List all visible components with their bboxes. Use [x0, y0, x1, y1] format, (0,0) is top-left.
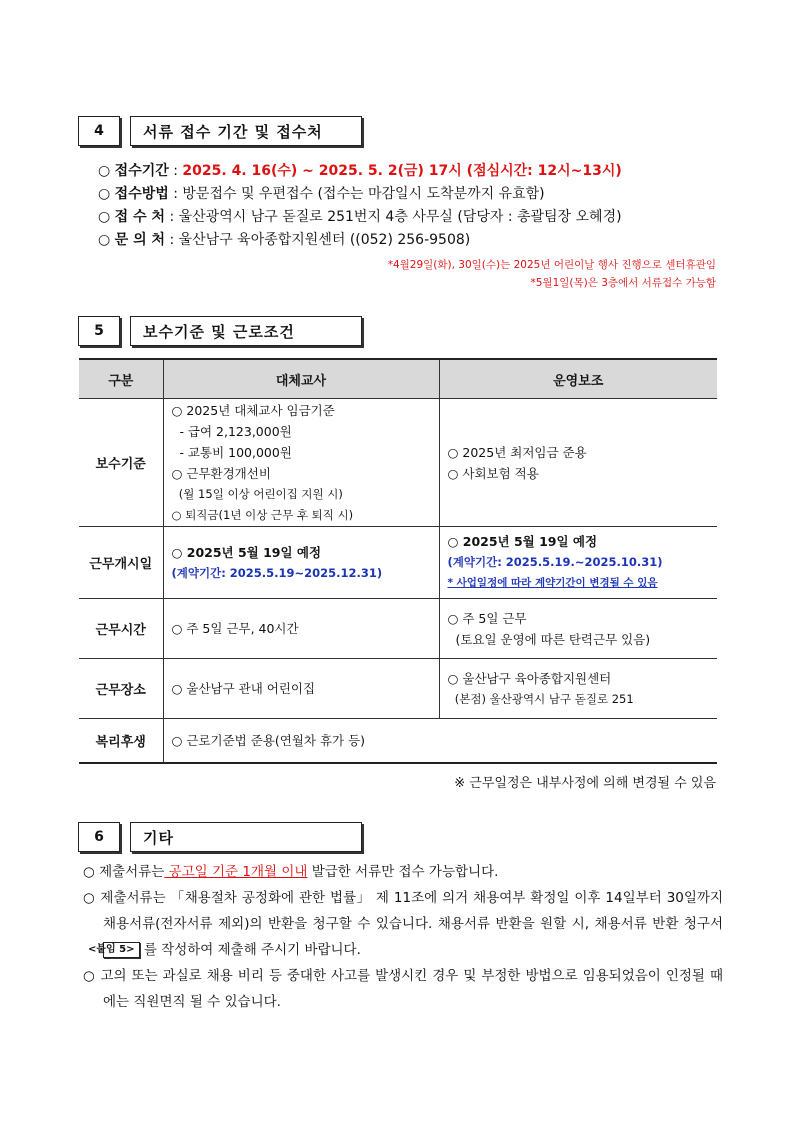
row-label: 근무장소 — [79, 659, 163, 719]
item-label: 접수방법 — [114, 186, 169, 202]
start-substitute-cell — [163, 527, 439, 599]
text: ○ 제출서류는 「채용절차 공정화에 관한 법률」 제 11조에 의거 채용여부 확정일 이후 14일부터 30일까지 채용서류(전자서류 제외)의 반환을 청구할 수 있습니다. 채용서류 반환을 원할 시, 채용서류 반환 청구서 — [83, 890, 723, 932]
cell-line: - 급여 2,123,000원 — [171, 423, 292, 439]
cell-line: (월 15일 이상 어린이집 지원 시) — [171, 486, 343, 501]
text: 발급한 서류만 접수 가능합니다. — [307, 864, 499, 880]
note-document-return — [83, 885, 723, 963]
cell-line: (계약기간: 2025.5.19.~2025.10.31) — [447, 555, 663, 569]
hours-operation-cell — [439, 599, 717, 659]
table-row-hours — [79, 599, 717, 659]
bullet: ○ — [98, 232, 111, 248]
table-header-row — [79, 359, 717, 399]
header-operation-assistant: 운영보조 — [439, 359, 717, 399]
bullet: ○ — [98, 186, 111, 202]
header-substitute-teacher: 대체교사 — [163, 359, 439, 399]
highlight-text: 공고일 기준 1개월 이내 — [164, 864, 308, 880]
section-title: 서류 접수 기간 및 접수처 — [130, 116, 362, 146]
application-method-line: ○ 접수방법 : 방문접수 및 우편접수 (접수는 마감일시 도착분까지 유효함) — [98, 186, 545, 202]
conditions-table — [79, 358, 717, 764]
item-value: 2025. 4. 16(수) ~ 2025. 5. 2(금) 17시 (점심시간: 12시~13시) — [182, 163, 622, 179]
text: 를 작성하여 제출해 주시기 바랍니다. — [139, 942, 361, 958]
row-label: 보수기준 — [79, 399, 163, 527]
application-period-line: ○ 접수기간 : 2025. 4. 16(수) ~ 2025. 5. 2(금) 17시 (점심시간: 12시~13시) — [98, 163, 622, 179]
section-number: 6 — [78, 822, 120, 852]
place-substitute-cell — [163, 659, 439, 719]
pay-substitute-cell — [163, 399, 439, 527]
start-operation-cell — [439, 527, 717, 599]
cell-line: * 사업일정에 따라 계약기간이 변경될 수 있음 — [447, 577, 658, 589]
cell-line: ○ 근로기준법 준용(연월차 휴가 등) — [171, 732, 366, 748]
cell-line: - 교통비 100,000원 — [171, 444, 292, 460]
section-6-header — [78, 822, 362, 852]
item-value: 방문접수 및 우편접수 (접수는 마감일시 도착분까지 유효함) — [182, 186, 545, 202]
item-label: 접 수 처 — [114, 209, 165, 225]
welfare-cell — [163, 719, 717, 763]
bullet: ○ — [98, 163, 111, 179]
cell-line: ○ 2025년 대체교사 임금기준 — [171, 402, 335, 418]
note-dismissal: ○ 고의 또는 과실로 채용 비리 등 중대한 사고를 발생시킨 경우 및 부정한 방법으로 임용되었음이 인정될 때에는 직원면직 될 수 있습니다. — [83, 968, 723, 1010]
text: ○ 제출서류는 — [83, 864, 165, 880]
item-value: 울산광역시 남구 돋질로 251번지 4층 사무실 (담당자 : 총괄팀장 오혜경) — [178, 209, 622, 225]
section-4-header — [78, 116, 362, 146]
bullet: ○ — [98, 209, 111, 225]
item-label: 문 의 처 — [114, 232, 165, 248]
other-notes — [83, 859, 723, 1015]
application-place-line: ○ 접 수 처 : 울산광역시 남구 돋질로 251번지 4층 사무실 (담당자 : 총괄팀장 오혜경) — [98, 209, 622, 225]
cell-line: ○ 사회보험 적용 — [447, 465, 539, 481]
hours-substitute-cell — [163, 599, 439, 659]
cell-line: (본점) 울산광역시 남구 돋질로 251 — [447, 691, 634, 706]
place-operation-cell — [439, 659, 717, 719]
header-category: 구분 — [79, 359, 163, 399]
schedule-remark: ※ 근무일정은 내부사정에 의해 변경될 수 있음 — [454, 776, 716, 791]
row-label: 복리후생 — [79, 719, 163, 763]
cell-line: (계약기간: 2025.5.19~2025.12.31) — [171, 565, 383, 580]
section-number: 5 — [78, 316, 120, 346]
section-title: 보수기준 및 근로조건 — [130, 316, 362, 346]
submission-note: *5월1일(목)은 3층에서 서류접수 가능함 — [530, 277, 716, 289]
table-row-place — [79, 659, 717, 719]
cell-line: ○ 2025년 5월 19일 예정 — [171, 544, 322, 560]
closure-note: *4월29일(화), 30일(수)는 2025년 어린이날 행사 진행으로 센터휴관임 — [387, 259, 716, 271]
table-row-start — [79, 527, 717, 599]
attachment-ref: <붙임 5> — [103, 942, 140, 958]
cell-line: ○ 퇴직금(1년 이상 근무 후 퇴직 시) — [171, 507, 354, 522]
row-label: 근무시간 — [79, 599, 163, 659]
note-document-validity — [83, 859, 723, 885]
table-row-welfare — [79, 719, 717, 763]
cell-line: ○ 근무환경개선비 — [171, 465, 271, 481]
cell-line: ○ 울산남구 관내 어린이집 — [171, 681, 316, 696]
cell-line: ○ 2025년 최저임금 준용 — [447, 444, 587, 460]
section-title: 기타 — [130, 822, 362, 852]
section-5-header — [78, 316, 362, 346]
item-label: 접수기간 — [114, 163, 169, 179]
cell-line: (토요일 운영에 따른 탄력근무 있음) — [447, 631, 651, 647]
cell-line: ○ 주 5일 근무 — [447, 610, 527, 626]
row-label: 근무개시일 — [79, 527, 163, 599]
cell-line: ○ 주 5일 근무, 40시간 — [171, 621, 299, 636]
cell-line: ○ 울산남구 육아종합지원센터 — [447, 670, 612, 686]
pay-operation-cell — [439, 399, 717, 527]
item-value: 울산남구 육아종합지원센터 ((052) 256-9508) — [178, 232, 471, 248]
cell-line: ○ 2025년 5월 19일 예정 — [447, 534, 598, 549]
section-number: 4 — [78, 116, 120, 146]
table-row-pay — [79, 399, 717, 527]
inquiry-line: ○ 문 의 처 : 울산남구 육아종합지원센터 ((052) 256-9508) — [98, 232, 471, 248]
